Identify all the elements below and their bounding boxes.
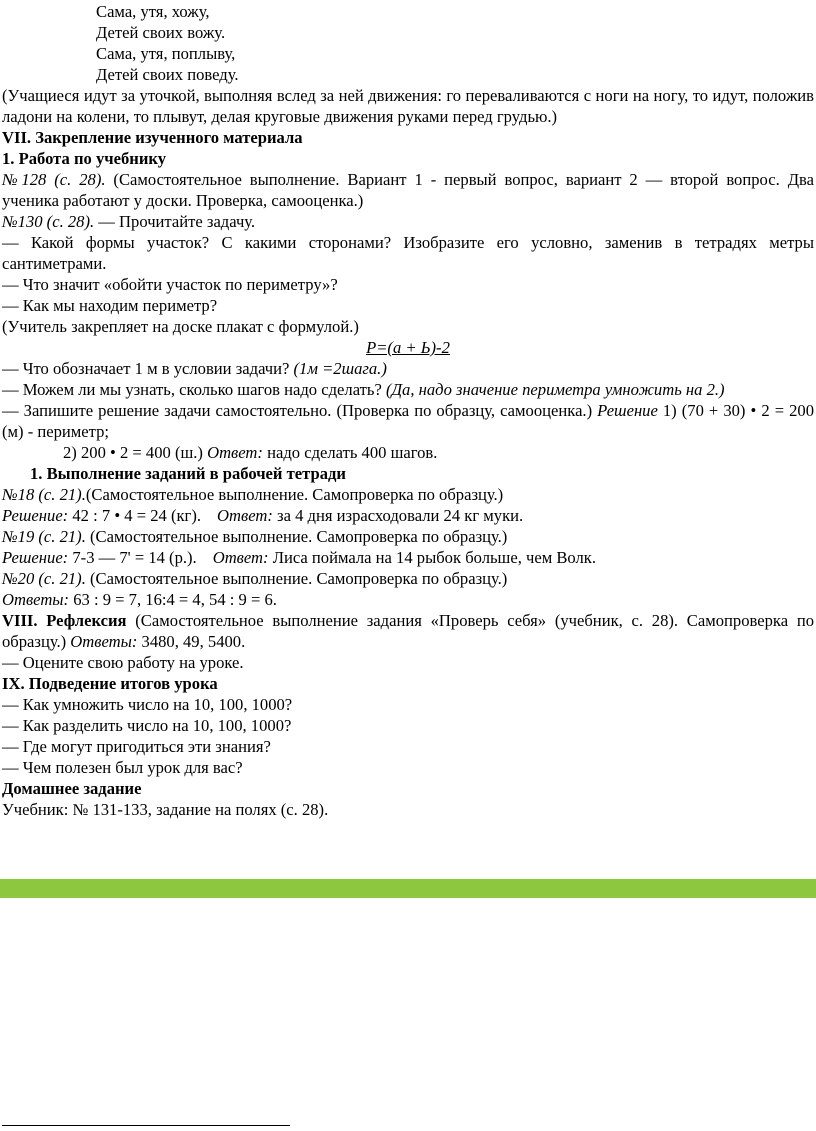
teacher-note: (Учитель закрепляет на доске плакат с формулой.) <box>2 317 359 336</box>
section-heading-9: IX. Подведение итогов урока <box>2 674 218 693</box>
task-text: (Самостоятельное выполнение. Самопроверка по образцу.) <box>85 527 508 546</box>
answer-text: (Да, надо значение периметра умножить на 2.) <box>385 380 725 399</box>
task-19-solution <box>2 547 814 568</box>
section-heading-7: VII. Закрепление изученного материала <box>2 128 303 147</box>
task-text: (Самостоятельное выполнение. Вариант 1 - первый вопрос, вариант 2 — второй вопрос. Два ученика работают у доски. Проверка, самооценка.) <box>2 170 814 210</box>
question-write <box>2 400 814 442</box>
solution-text: 42 : 7 • 4 = 24 (кг). <box>68 506 202 525</box>
answer-label: Ответ: <box>207 443 263 462</box>
question-around: — Что значит «обойти участок по периметру»? <box>2 275 338 294</box>
solution-label: Решение <box>597 401 658 420</box>
solution-step-2: 2) 200 • 2 = 400 (ш.) <box>63 443 208 462</box>
document-content <box>2 1 814 820</box>
task-text: — Прочитайте задачу. <box>94 212 256 231</box>
answer-text: 63 : 9 = 7, 16:4 = 4, 54 : 9 = 6. <box>69 590 277 609</box>
task-text: (Самостоятельное выполнение. Самопроверка по образцу.) <box>85 569 508 588</box>
solution-step-1: 1) (70 + 30) • 2 = 200 (м) - периметр; <box>2 401 814 441</box>
question-text: — Можем ли мы узнать, сколько шагов надо сделать? <box>2 380 386 399</box>
formula-line <box>2 337 814 358</box>
homework-text: Учебник: № 131-133, задание на полях (с. 28). <box>2 800 329 819</box>
homework-heading: Домашнее задание <box>2 779 142 798</box>
answer-text: 3480, 49, 5400. <box>137 632 246 651</box>
task-ref: №20 (с. 21). <box>2 569 86 588</box>
subheading-textbook: 1. Работа по учебнику <box>2 149 167 168</box>
answer-label: Ответ: <box>212 548 269 567</box>
poem-line: Детей своих поведу. <box>96 65 239 84</box>
answer-text: Лиса поймала на 14 рыбок больше, чем Волк. <box>268 548 596 567</box>
solution-text: 7-3 — 7' = 14 (р.). <box>68 548 197 567</box>
solution-label: Решение: <box>2 548 69 567</box>
question-meter <box>2 358 814 379</box>
task-18 <box>2 484 814 505</box>
answer-text: за 4 дня израсходовали 24 кг муки. <box>272 506 524 525</box>
summary-question: — Где могут пригодиться эти знания? <box>2 737 271 756</box>
reflection-text: (Самостоятельное выполнение задания «Проверь себя» (учебник, с. 28). Самопроверка по образцу.) <box>2 611 814 651</box>
answer-label: Ответы: <box>2 590 70 609</box>
task-18-solution <box>2 505 814 526</box>
summary-question: — Как умножить число на 10, 100, 1000? <box>2 695 293 714</box>
answer-text: (1м =2шага.) <box>293 359 387 378</box>
perimeter-formula: Р=(а + Ь)-2 <box>366 338 450 357</box>
summary-question: — Чем полезен был урок для вас? <box>2 758 243 777</box>
task-130 <box>2 211 814 232</box>
subheading-workbook: 1. Выполнение заданий в рабочей тетради <box>30 464 346 483</box>
section-heading-8: VIII. Рефлексия <box>2 611 127 630</box>
task-20-answers <box>2 589 814 610</box>
answer-label: Ответ: <box>217 506 273 525</box>
reflection-question: — Оцените свою работу на уроке. <box>2 653 244 672</box>
poem-line: Детей своих вожу. <box>96 23 226 42</box>
footnote-separator <box>2 1125 290 1126</box>
question-perimeter: — Как мы находим периметр? <box>2 296 218 315</box>
question-text: — Запишите решение задачи самостоятельно. (Проверка по образцу, самооценка.) <box>2 401 598 420</box>
poem-line: Сама, утя, хожу, <box>96 2 210 21</box>
question-text: — Что обозначает 1 м в условии задачи? <box>2 359 294 378</box>
task-ref: №19 (с. 21). <box>2 527 86 546</box>
task-ref: №128 (с. 28). <box>2 170 106 189</box>
task-20 <box>2 568 814 589</box>
task-19 <box>2 526 814 547</box>
poem-line: Сама, утя, поплыву, <box>96 44 236 63</box>
task-ref: №130 (с. 28). <box>2 212 95 231</box>
summary-question: — Как разделить число на 10, 100, 1000? <box>2 716 292 735</box>
task-text: (Самостоятельное выполнение. Самопроверка по образцу.) <box>85 485 504 504</box>
question-steps <box>2 379 814 400</box>
answer-label: Ответы: <box>70 632 138 651</box>
students-note: (Учащиеся идут за уточкой, выполняя вслед за ней движения: го переваливаются с ноги на ногу, то идут, положив ладони на колени, то плывут, делая круговые движения руками перед грудью.) <box>2 86 814 126</box>
green-divider-band <box>0 879 816 898</box>
answer-text: надо сделать 400 шагов. <box>262 443 438 462</box>
solution-line-2 <box>2 442 814 463</box>
solution-label: Решение: <box>2 506 69 525</box>
task-128 <box>2 169 814 211</box>
question-shape: — Какой формы участок? С какими сторонами? Изобразите его условно, заменив в тетрадях метры сантиметрами. <box>2 233 814 273</box>
reflection-paragraph <box>2 610 814 652</box>
task-ref: №18 (с. 21). <box>2 485 86 504</box>
